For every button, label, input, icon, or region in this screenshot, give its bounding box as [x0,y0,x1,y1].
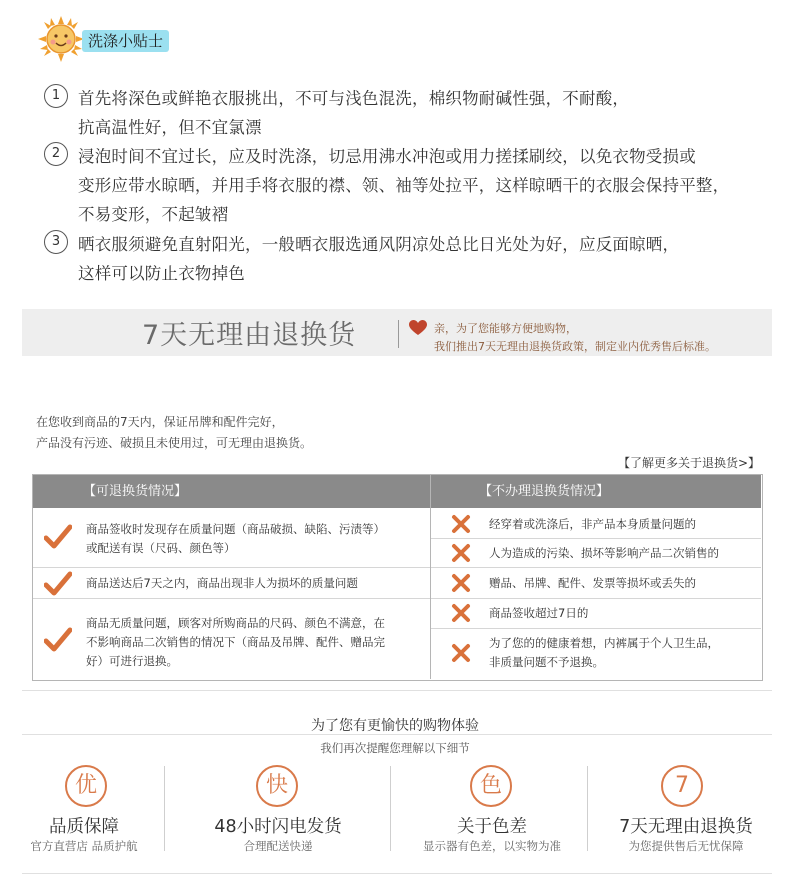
tips-label: 洗涤小贴士 [82,30,169,52]
checkmark-icon [44,627,72,653]
heart-icon [409,320,427,336]
cross-icon [451,543,471,563]
excluded-case-text: 赠品、吊牌、配件、发票等损坏或丢失的 [489,576,696,590]
table-row-divider [431,538,761,539]
fast-shipping-icon: 快 [256,765,298,807]
excluded-case-text: 非质量问题不予退换。 [489,655,604,669]
allowed-case-text: 商品送达后7天之内，商品出现非人为损坏的质量问题 [86,576,358,590]
experience-subtitle: 我们再次提醒您理解以下细节 [320,741,470,755]
banner-title: 7天无理由退换货 [142,320,357,351]
feature-title: 关于色差 [457,817,527,837]
table-header-label: 【不办理退换货情况】 [479,484,610,499]
quality-icon: 优 [65,765,107,807]
banner-text: 亲，为了您能够方便地购物， [434,322,577,335]
cross-icon [451,514,471,534]
tip-number: 2 [44,142,68,166]
table-column-divider [430,475,431,679]
section-divider [22,734,772,735]
learn-more-link[interactable]: 【了解更多关于退换货>】 [618,456,761,470]
feature-title: 品质保障 [49,817,119,837]
sun-icon [38,16,84,62]
feature-title: 7天无理由退换货 [619,817,753,837]
feature-title: 48小时闪电发货 [214,817,342,837]
allowed-case-text: 好）可进行退换。 [86,654,178,668]
allowed-case-text: 或配送有误（尺码、颜色等） [86,541,236,555]
tip-text: 首先将深色或鲜艳衣服挑出，不可与浅色混洗，棉织物耐碱性强，不耐酸， [78,89,630,108]
table-row-divider [431,567,761,568]
table-header-label: 【可退换货情况】 [83,484,188,499]
experience-title: 为了您有更愉快的购物体验 [311,718,479,734]
excluded-case-text: 经穿着或洗涤后，非产品本身质量问题的 [489,517,696,531]
feature-subtitle: 显示器有色差，以实物为准 [423,839,561,853]
seven-day-return-icon: 7 [661,765,703,807]
table-row-divider [33,598,430,599]
tip-text: 不易变形，不起皱褶 [78,205,229,224]
tip-text: 晒衣服须避免直射阳光，一般晒衣服选通风阴凉处总比日光处为好，应反面晾晒， [78,235,680,254]
feature-subtitle: 官方直营店 品质护航 [30,839,138,853]
feature-divider [164,766,165,851]
allowed-case-text: 商品签收时发现存在质量问题（商品破损、缺陷、污渍等） [86,522,385,536]
tip-number: 3 [44,230,68,254]
allowed-case-text: 商品无质量问题，顾客对所购商品的尺码、颜色不满意，在 [86,616,385,630]
table-row-divider [33,567,430,568]
excluded-case-text: 为了您的的健康着想，内裤属于个人卫生品， [489,636,719,650]
banner-text: 我们推出7天无理由退换货政策，制定业内优秀售后标准。 [434,340,716,353]
checkmark-icon [44,524,72,550]
allowed-case-text: 不影响商品二次销售的情况下（商品及吊牌、配件、赠品完 [86,635,385,649]
tip-text: 变形应带水晾晒，并用手将衣服的襟、领、袖等处拉平，这样晾晒干的衣服会保持平整， [78,176,730,195]
cross-icon [451,603,471,623]
feature-subtitle: 合理配送快递 [243,839,313,853]
table-header-left [33,475,430,508]
tip-number: 1 [44,84,68,108]
feature-subtitle: 为您提供售后无忧保障 [628,839,744,853]
feature-divider [587,766,588,851]
checkmark-icon [44,571,72,597]
banner-divider [398,320,399,348]
tip-text: 抗高温性好，但不宜氯漂 [78,118,262,137]
excluded-case-text: 人为造成的污染、损坏等影响产品二次销售的 [489,546,719,560]
tip-text: 浸泡时间不宜过长，应及时洗涤，切忌用沸水冲泡或用力搓揉刷绞，以免衣物受损或 [78,147,696,166]
excluded-case-text: 商品签收超过7日的 [489,606,589,620]
section-divider [22,690,772,691]
intro-text: 产品没有污迹、破损且未使用过，可无理由退换货。 [36,436,313,450]
cross-icon [451,573,471,593]
tip-text: 这样可以防止衣物掉色 [78,264,245,283]
color-difference-icon: 色 [470,765,512,807]
cross-icon [451,643,471,663]
table-header-right [431,475,761,508]
feature-divider [390,766,391,851]
section-divider [22,873,772,874]
intro-text: 在您收到商品的7天内，保证吊牌和配件完好， [36,415,284,429]
table-row-divider [431,628,761,629]
table-row-divider [431,598,761,599]
